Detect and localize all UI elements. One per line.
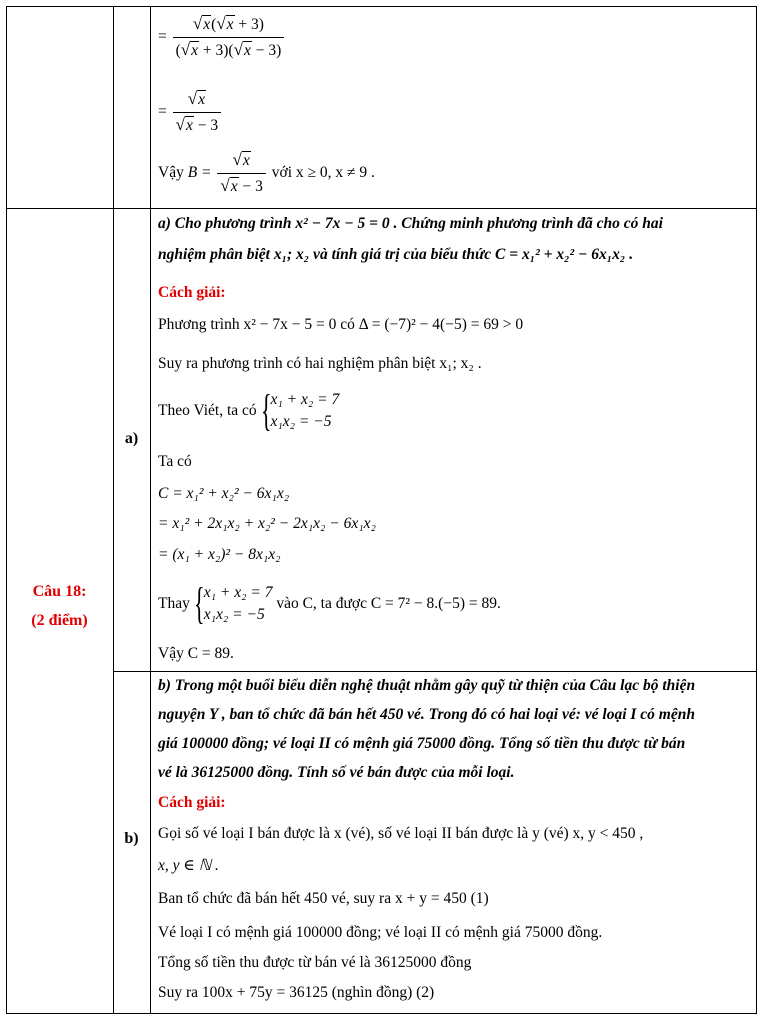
question-label: Câu 18: <box>32 583 87 600</box>
part-b-prompt-2: nguyện Y , ban tổ chức đã bán hết 450 vé. Trong đó có hai loại vé: vé loại I có mệnh <box>158 706 695 723</box>
part-b-prompt-3: giá 100000 đồng; vé loại II có mệnh giá 75000 đồng. Tổng số tiền thu được từ bán <box>158 735 686 752</box>
thay-system: { x₁ + x₂ = 7 x₁x₂ = −5 <box>193 579 273 628</box>
table-border-top <box>6 6 757 7</box>
question-points: (2 điểm) <box>31 612 88 629</box>
part-a-calc-1: C = x₁² + x₂² − 6x₁x₂ <box>158 485 290 502</box>
part-b-line-2: x, y ∈ ℕ . <box>158 857 219 874</box>
table-divider-1 <box>113 6 114 1014</box>
part-b-prompt-1: b) Trong một buổi biểu diễn nghệ thuật nhằm gây quỹ từ thiện của Câu lạc bộ thiện <box>158 677 696 694</box>
part-b-solution-heading: Cách giải: <box>158 794 226 811</box>
row-divider-question <box>6 208 757 209</box>
part-a-thay: Thay { x₁ + x₂ = 7 x₁x₂ = −5 vào C, ta được C = 7² − 8.(−5) = 89. <box>158 579 501 628</box>
part-a-solution-heading: Cách giải: <box>158 284 226 301</box>
conclusion-b: Vậy B = $\frac{√x}{√x - 3}$ với x ≥ 0, x ≠ 9 . <box>158 150 375 195</box>
part-a-calc-2: = x₁² + 2x₁x₂ + x₂² − 2x₁x₂ − 6x₁x₂ <box>158 515 376 532</box>
part-a-label: a) <box>124 430 139 447</box>
part-b-line-5: Tổng số tiền thu được từ bán vé là 36125000 đồng <box>158 954 472 971</box>
part-a-calc-3: = (x₁ + x₂)² − 8x₁x₂ <box>158 546 281 563</box>
table-border-right <box>756 6 757 1014</box>
part-b-label: b) <box>124 830 139 847</box>
part-b-line-4: Vé loại I có mệnh giá 100000 đồng; vé loại II có mệnh giá 75000 đồng. <box>158 924 603 941</box>
viet-system: { x₁ + x₂ = 7 x₁x₂ = −5 <box>260 386 340 435</box>
part-a-answer: Vậy C = 89. <box>158 645 234 662</box>
part-a-line-1: Phương trình x² − 7x − 5 = 0 có Δ = (−7)² − 4(−5) = 69 > 0 <box>158 316 524 333</box>
part-a-taco: Ta có <box>158 453 192 470</box>
part-b-line-3: Ban tổ chức đã bán hết 450 vé, suy ra x + y = 450 (1) <box>158 890 489 907</box>
table-border-bottom <box>6 1013 757 1014</box>
part-b-prompt-4: vé là 36125000 đồng. Tính số vé bán được của mỗi loại. <box>158 764 515 781</box>
row-divider-part-b <box>113 671 757 672</box>
step-b-fraction-1: = $\frac{√x(√x + 3)}{(√x + 3)(√x - 3)}$ <box>158 14 286 61</box>
part-a-line-2: Suy ra phương trình có hai nghiệm phân biệt x₁; x₂ . <box>158 355 482 372</box>
table-divider-2 <box>150 6 151 1014</box>
part-a-prompt-2: nghiệm phân biệt x₁; x₂ và tính giá trị của biểu thức C = x₁² + x₂² − 6x₁x₂ . <box>158 246 634 263</box>
table-border-left <box>6 6 7 1014</box>
part-a-prompt-1: a) Cho phương trình x² − 7x − 5 = 0 . Chứng minh phương trình đã cho có hai <box>158 215 663 232</box>
step-b-fraction-2: = $\frac{√x}{√x - 3}$ <box>158 89 223 136</box>
part-b-line-1: Gọi số vé loại I bán được là x (vé), số vé loại II bán được là y (vé) x, y < 450 , <box>158 825 644 842</box>
part-b-line-6: Suy ra 100x + 75y = 36125 (nghìn đồng) (2) <box>158 984 435 1001</box>
part-a-viet: Theo Viét, ta có { x₁ + x₂ = 7 x₁x₂ = −5 <box>158 386 340 435</box>
